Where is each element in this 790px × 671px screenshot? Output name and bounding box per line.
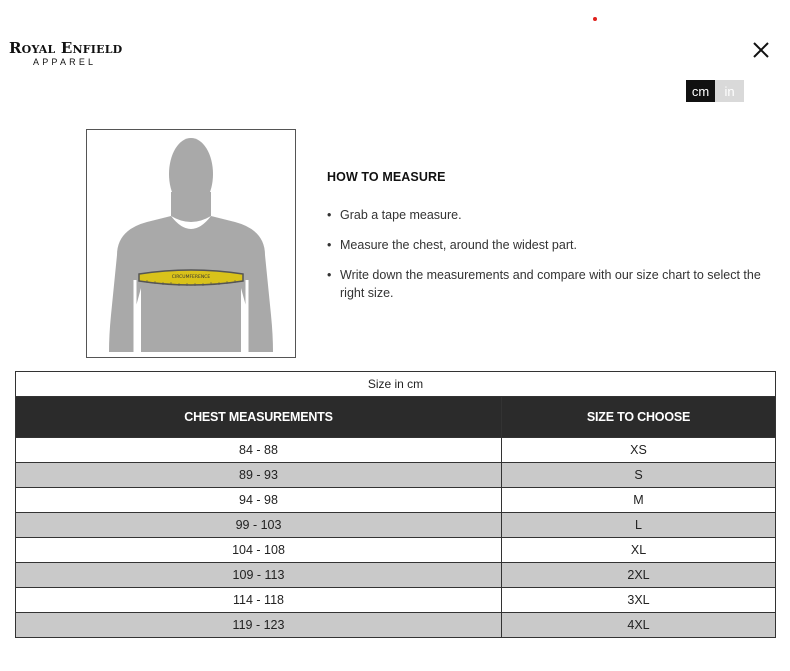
chest-range-cell: 104 - 108: [16, 538, 502, 563]
table-row: [16, 513, 776, 538]
measure-step: • Grab a tape measure.: [327, 206, 767, 224]
measure-step: • Write down the measurements and compare with our size chart to select the right size.: [327, 266, 767, 302]
chest-range-cell: 94 - 98: [16, 488, 502, 513]
circumference-label: CIRCUMFERENCE: [171, 275, 211, 280]
size-cell: 4XL: [502, 613, 776, 638]
measure-step: • Measure the chest, around the widest part.: [327, 236, 767, 254]
table-header-row: [16, 397, 776, 438]
chest-range-cell: 119 - 123: [16, 613, 502, 638]
size-cell: L: [502, 513, 776, 538]
chest-range-cell: 109 - 113: [16, 563, 502, 588]
chest-range-cell: 114 - 118: [16, 588, 502, 613]
chest-range-cell: 99 - 103: [16, 513, 502, 538]
size-cell: XL: [502, 538, 776, 563]
brand-subtitle: APPAREL: [33, 57, 97, 67]
table-row: [16, 563, 776, 588]
brand-name: Royal Enfield: [9, 39, 123, 57]
chest-measure-figure: [86, 129, 296, 358]
table-row: [16, 588, 776, 613]
table-caption-row: [16, 372, 776, 397]
measure-steps: [327, 206, 767, 302]
table-row: [16, 438, 776, 463]
unit-cm-button[interactable]: cm: [686, 80, 715, 102]
brand-logo: [9, 40, 139, 68]
header-size-to-choose: SIZE TO CHOOSE: [502, 397, 776, 438]
close-button[interactable]: [749, 38, 773, 62]
header-chest-measurements: CHEST MEASUREMENTS: [16, 397, 502, 438]
unit-toggle: [686, 80, 744, 102]
size-cell: 3XL: [502, 588, 776, 613]
table-row: [16, 613, 776, 638]
how-to-measure: [327, 170, 767, 314]
size-cell: 2XL: [502, 563, 776, 588]
how-to-measure-title: HOW TO MEASURE: [327, 170, 446, 184]
chest-range-cell: 89 - 93: [16, 463, 502, 488]
size-cell: M: [502, 488, 776, 513]
size-cell: XS: [502, 438, 776, 463]
chest-range-cell: 84 - 88: [16, 438, 502, 463]
table-row: [16, 488, 776, 513]
table-caption: Size in cm: [16, 372, 776, 397]
torso-illustration: [87, 130, 295, 357]
table-row: [16, 538, 776, 563]
unit-in-button[interactable]: in: [715, 80, 744, 102]
notification-dot: [593, 17, 597, 21]
size-chart-table: [15, 371, 776, 638]
size-cell: S: [502, 463, 776, 488]
close-icon: [749, 38, 773, 62]
table-row: [16, 463, 776, 488]
